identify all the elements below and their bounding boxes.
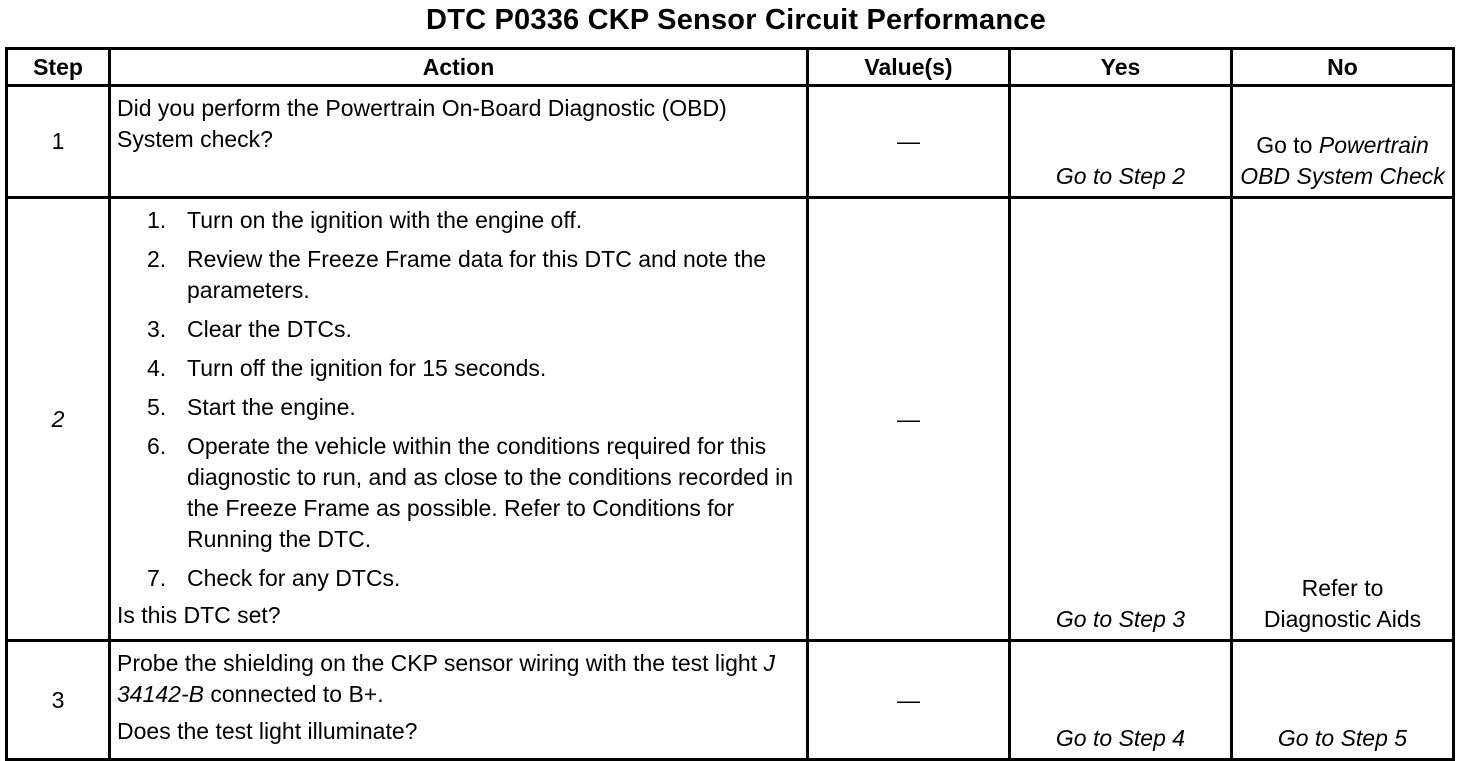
table-row (7, 641, 1454, 760)
yes-cell: Go to Step 2 (1010, 86, 1232, 198)
action-cell (110, 641, 808, 760)
action-question: Does the test light illuminate? (117, 718, 418, 744)
action-cell (110, 198, 808, 641)
no-reference: Powertrain OBD System Check (1240, 132, 1445, 189)
list-item: 1. Turn on the ignition with the engine off. (147, 207, 583, 233)
yes-cell: Go to Step 4 (1010, 641, 1232, 760)
action-steps-list (117, 205, 798, 594)
action-question: Is this DTC set? (117, 602, 281, 628)
list-item: 5. Start the engine. (147, 394, 356, 420)
value-cell: — (808, 641, 1010, 760)
yes-cell: Go to Step 3 (1010, 198, 1232, 641)
header-no: No (1232, 49, 1454, 86)
action-text-post: connected to B+. (210, 681, 384, 707)
table-row (7, 86, 1454, 198)
table-row (7, 198, 1454, 641)
page-title: DTC P0336 CKP Sensor Circuit Performance (426, 4, 1046, 36)
value-cell: — (808, 86, 1010, 198)
step-number: 2 (7, 198, 110, 641)
step-number: 3 (7, 641, 110, 760)
list-item: 2. Review the Freeze Frame data for this DTC and note the parameters. (147, 246, 767, 303)
list-item: 6. Operate the vehicle within the conditions required for this diagnostic to run, and as close to the conditions recorded in the Freeze Frame as possible. Refer to Conditions for Running the DTC. (147, 433, 794, 552)
tool-number: J 34142-B (117, 650, 775, 707)
list-item: 3. Clear the DTCs. (147, 316, 352, 342)
diagnostic-table (5, 47, 1455, 761)
no-prefix: Go to (1256, 132, 1313, 158)
header-row (7, 49, 1454, 86)
no-cell: Refer to Diagnostic Aids (1232, 198, 1454, 641)
header-values: Value(s) (808, 49, 1010, 86)
no-cell (1232, 86, 1454, 198)
action-text-pre: Probe the shielding on the CKP sensor wiring with the test light (117, 650, 758, 676)
header-step: Step (7, 49, 110, 86)
list-item: 4. Turn off the ignition for 15 seconds. (147, 355, 547, 381)
step-number: 1 (7, 86, 110, 198)
header-action: Action (110, 49, 808, 86)
action-cell (110, 86, 808, 198)
value-cell: — (808, 198, 1010, 641)
action-text: Did you perform the Powertrain On-Board Diagnostic (OBD) System check? (117, 95, 727, 152)
no-cell: Go to Step 5 (1232, 641, 1454, 760)
header-yes: Yes (1010, 49, 1232, 86)
list-item: 7. Check for any DTCs. (147, 565, 401, 591)
